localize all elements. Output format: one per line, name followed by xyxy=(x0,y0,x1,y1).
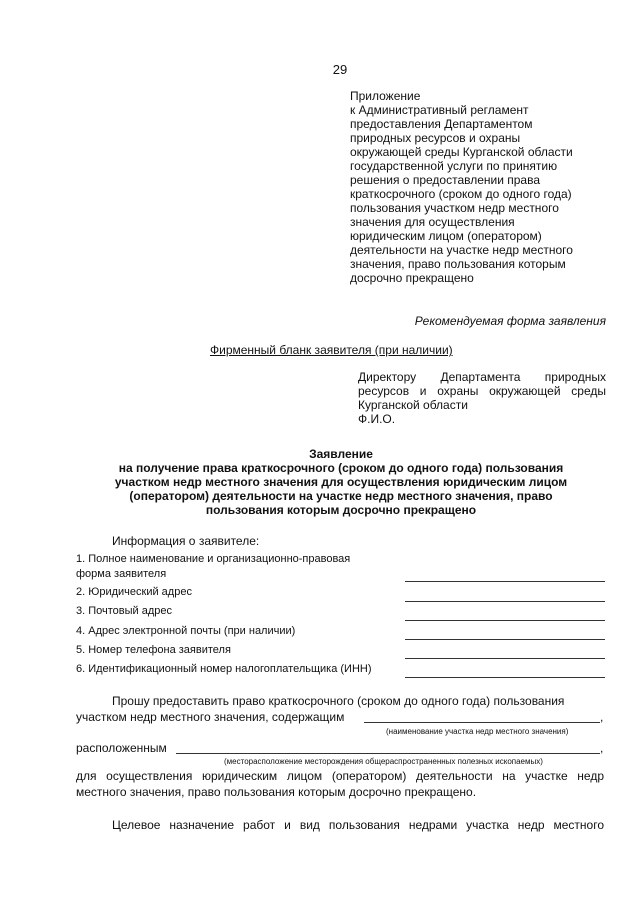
letterhead-label: Фирменный бланк заявителя (при наличии) xyxy=(210,343,453,357)
title-line: пользования которым досрочно прекращено xyxy=(205,503,477,517)
request-line-3: расположенным xyxy=(76,741,167,755)
field-label-fullname-cont: форма заявителя xyxy=(76,568,167,580)
page-number: 29 xyxy=(332,62,348,77)
field-label-inn: 6. Идентификационный номер налогоплательщика (ИНН) xyxy=(76,663,372,675)
field-input-inn[interactable] xyxy=(405,677,605,678)
appendix-line: государственной услуги по принятию xyxy=(350,159,558,173)
request-line-1: Прошу предоставить право краткосрочного (сроком до одного года) пользования xyxy=(112,694,565,708)
comma: , xyxy=(600,741,604,755)
title-line: на получение права краткосрочного (сроком до одного года) пользования xyxy=(118,461,564,475)
appendix-line: значения, право пользования которым xyxy=(350,257,566,271)
hint-plot-name: (наименование участка недр местного значения) xyxy=(386,727,569,736)
appendix-block xyxy=(350,89,600,285)
title-line: (оператором) деятельности на участке недр местного значения, право xyxy=(129,489,553,503)
deposit-location-input[interactable] xyxy=(176,753,600,754)
field-input-fullname[interactable] xyxy=(405,581,605,582)
addressee-line: ресурсов и охраны окружающей среды xyxy=(358,384,606,398)
appendix-line: деятельности на участке недр местного xyxy=(350,243,573,257)
field-input-legal-address[interactable] xyxy=(405,601,605,602)
field-label-phone: 5. Номер телефона заявителя xyxy=(76,644,231,656)
applicant-info-header: Информация о заявителе: xyxy=(112,534,260,548)
field-input-postal-address[interactable] xyxy=(405,620,605,621)
addressee-line: Директору Департамента природных xyxy=(358,370,606,384)
field-label-legal-address: 2. Юридический адрес xyxy=(76,586,192,598)
document-title xyxy=(76,447,606,517)
field-input-phone[interactable] xyxy=(405,658,605,659)
appendix-line: к Административный регламент xyxy=(350,103,529,117)
appendix-line: значения для осуществления xyxy=(350,215,515,229)
appendix-line: решения о предоставлении права xyxy=(350,173,541,187)
field-label-email: 4. Адрес электронной почты (при наличии) xyxy=(76,625,296,637)
appendix-line: юридическим лицом (оператором) xyxy=(350,229,542,243)
appendix-line: досрочно прекращено xyxy=(350,271,474,285)
appendix-line: Приложение xyxy=(350,89,421,103)
request-line-2: участком недр местного значения, содержащим xyxy=(76,710,345,724)
addressee-line: Курганской области xyxy=(358,398,468,412)
request-line-5: местного значения, право пользования которым досрочно прекращено. xyxy=(76,785,477,799)
hint-deposit-location: (месторасположение месторождения общераспространенных полезных ископаемых) xyxy=(224,757,543,766)
appendix-line: пользования участком недр местного xyxy=(350,201,559,215)
appendix-line: предоставления Департаментом xyxy=(350,117,533,131)
recommended-form-label: Рекомендуемая форма заявления xyxy=(414,314,606,328)
field-label-fullname: 1. Полное наименование и организационно-правовая xyxy=(76,553,351,565)
field-input-email[interactable] xyxy=(405,639,605,640)
appendix-line: природных ресурсов и охраны xyxy=(350,131,521,145)
appendix-line: окружающей среды Курганской области xyxy=(350,145,573,159)
title-line: Заявление xyxy=(309,447,373,461)
appendix-line: краткосрочного (сроком до одного года) xyxy=(350,187,572,201)
field-label-postal-address: 3. Почтовый адрес xyxy=(76,605,172,617)
addressee-line: Ф.И.О. xyxy=(358,412,396,426)
subsoil-plot-name-input[interactable] xyxy=(364,722,600,723)
addressee-block xyxy=(358,370,606,426)
request-line-4: для осуществления юридическим лицом (оператором) деятельности на участке недр xyxy=(76,769,604,783)
title-line: участком недр местного значения для осуществления юридическим лицом xyxy=(114,475,568,489)
purpose-line-1: Целевое назначение работ и вид пользования недрами участка недр местного xyxy=(112,818,604,832)
comma: , xyxy=(600,710,604,724)
